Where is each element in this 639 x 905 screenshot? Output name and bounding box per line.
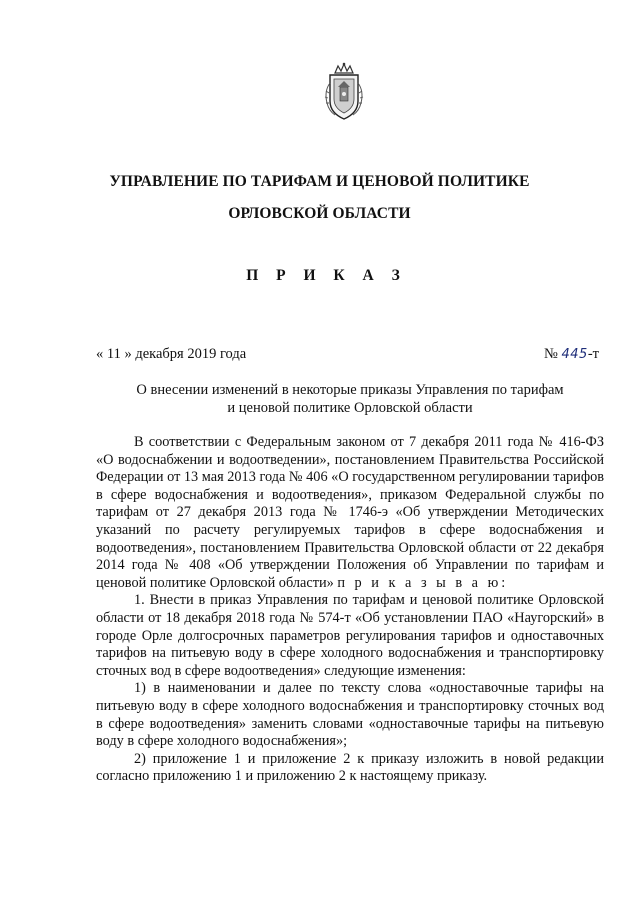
preamble-text: В соответствии с Федеральным законом от 7 декабря 2011 года № 416-ФЗ «О водоснабжении и водоотведении», постановлением Правительства Российской Федерации от 13 мая 2013 года № 406 «О государственном регулировании тарифов в сфере водоснабжения и водоотведения», приказом Федеральной службы по тарифам от 27 декабря 2013 года № 1746-э «Об утверждении Методических указаний по расчету регулируемых тарифов в сфере водоснабжения и водоотведения», постановлением Правительства Орловской области от 22 декабря 2014 года № 408 «Об утверждении Положения об Управлении по тарифам и ценовой политике Орловской области» [96, 434, 604, 591]
order-number-suffix: -т [587, 346, 599, 362]
order-number-handwritten: 445 [561, 347, 588, 362]
organization-name-line2: ОРЛОВСКОЙ ОБЛАСТИ [228, 205, 411, 222]
item-1-paragraph: 1. Внести в приказ Управления по тарифам и ценовой политике Орловской области от 18 декабря 2018 года № 574-т «Об установлении ПАО «Наугорский» в городе Орле долгосрочных параметров регулирования тарифов и одноставочных тарифов на питьевую воду в сфере холодного водоснабжения и транспортировку сточных вод в сфере водоотведения» следующие изменения: [96, 592, 604, 679]
order-date: « 11 » декабря 2019 года [96, 346, 247, 362]
organization-name-line1: УПРАВЛЕНИЕ ПО ТАРИФАМ И ЦЕНОВОЙ ПОЛИТИКЕ [109, 173, 530, 190]
orders-phrase: п р и к а з ы в а ю: [337, 574, 509, 591]
order-body [96, 434, 604, 786]
subitem-2-paragraph: 2) приложение 1 и приложение 2 к приказу изложить в новой редакции согласно приложению 1 и приложению 2 к настоящему приказу. [96, 750, 604, 785]
order-subject-line1: О внесении изменений в некоторые приказы Управления по тарифам [136, 382, 564, 398]
coat-of-arms-icon [321, 61, 367, 123]
order-subject [96, 381, 604, 417]
order-number [544, 346, 599, 363]
order-number-prefix: № [544, 346, 562, 362]
order-subject-line2: и ценовой политике Орловской области [227, 400, 473, 416]
preamble-paragraph [96, 434, 604, 592]
document-type-title: П Р И К А З [246, 267, 407, 284]
subitem-1-paragraph: 1) в наименовании и далее по тексту слова «одноставочные тарифы на питьевую воду в сфере холодного водоснабжения и транспортировку сточных вод в сфере водоотведения» заменить словами «одноставочные тарифы на питьевую воду в сфере холодного водоснабжения»; [96, 680, 604, 750]
